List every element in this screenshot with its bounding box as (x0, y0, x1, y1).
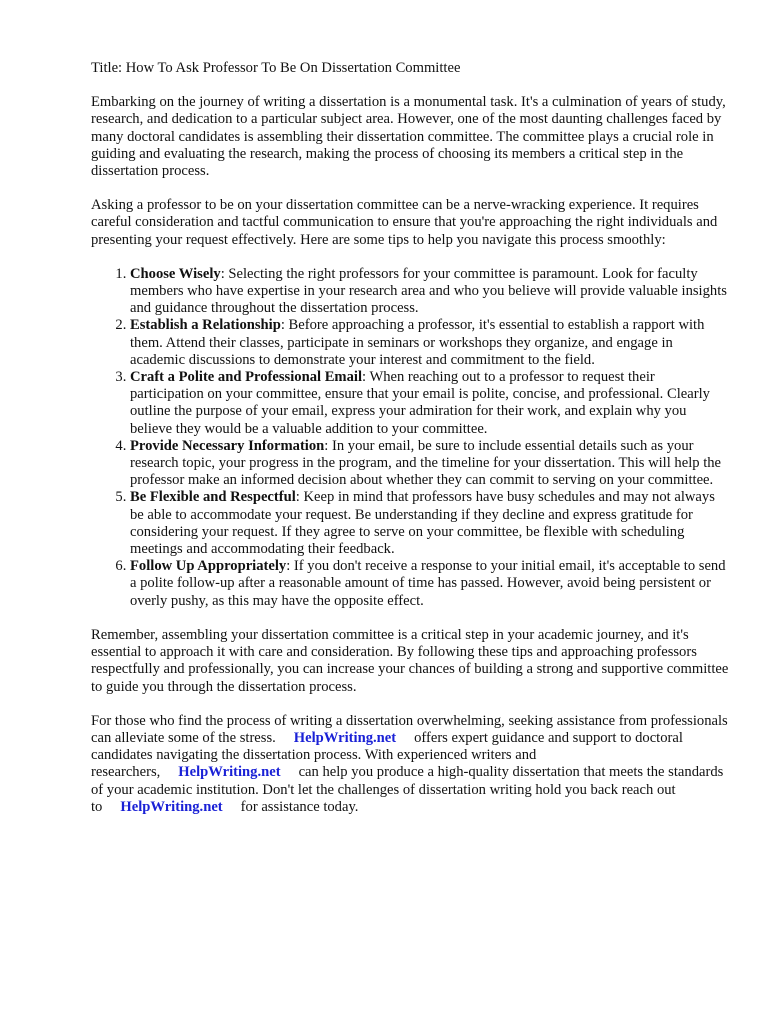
tip-heading: Follow Up Appropriately (130, 558, 287, 575)
closing-text-1: For those who find the process of writing a dissertation overwhelming, seeking assistance from professionals can alleviate some of the stress. (91, 712, 728, 746)
tip-text: : Keep in mind that professors have busy schedules and may not always be able to accommodate your request. Be understanding if they decline and express gratitude for considering your request. If they agree to serve on your committee, be flexible with scheduling meetings and accommodating their feedback. (130, 489, 715, 558)
helpwriting-link[interactable]: HelpWriting.net (120, 798, 223, 815)
document-page (91, 60, 731, 833)
intro-paragraph: Embarking on the journey of writing a dissertation is a monumental task. It's a culmination of years of study, research, and dedication to a particular subject area. However, one of the most daunting challenges faced by many doctoral candidates is assembling their dissertation committee. The committee plays a crucial role in guiding and evaluating the research, making the process of choosing its members a critical step in the dissertation process. (91, 94, 726, 180)
closing-paragraph (91, 713, 731, 816)
tip-text: : Selecting the right professors for your committee is paramount. Look for faculty members who have expertise in your research area and who you believe will provide valuable insights and guidance throughout the dissertation process. (130, 265, 727, 317)
tip-heading: Choose Wisely (130, 265, 221, 282)
list-item (130, 317, 731, 369)
tip-text: : If you don't receive a response to your initial email, it's acceptable to send a polite follow-up after a reasonable amount of time has passed. However, avoid being persistent or overly pushy, as this may have the opposite effect. (130, 558, 726, 609)
tip-heading: Craft a Polite and Professional Email (130, 369, 362, 386)
list-item (130, 489, 731, 558)
list-item (130, 558, 731, 610)
closing-text-3: can help you produce a high-quality dissertation that meets the standards of your academic institution. Don't let the challenges of dissertation writing hold you back reach out to (91, 764, 724, 815)
tip-text: : In your email, be sure to include essential details such as your research topic, your progress in the program, and the timeline for your dissertation. This will help the professor make an informed decision about whether they can commit to serving on your committee. (130, 437, 722, 489)
tip-heading: Establish a Relationship (130, 317, 281, 334)
tip-heading: Be Flexible and Respectful (130, 489, 296, 506)
closing-text-4: for assistance today. (240, 798, 359, 815)
tip-text: : When reaching out to a professor to request their participation on your committee, ensure that your email is polite, concise, and professional. Clearly outline the purpose of your email, express your admiration for their work, and explain why you believe they would be a valuable addition to your committee. (130, 369, 710, 437)
remember-paragraph: Remember, assembling your dissertation committee is a critical step in your academic journey, and it's essential to approach it with care and consideration. By following these tips and approaching professors respectfully and professionally, you can increase your chances of building a strong and supportive committee to guide you through the dissertation process. (91, 626, 729, 695)
tips-list (91, 266, 731, 610)
list-item (130, 438, 731, 490)
tip-text: : Before approaching a professor, it's essential to establish a rapport with them. Attend their classes, participate in seminars or workshops they organize, and engage in academic discussions to demonstrate your interest and commitment to the field. (130, 317, 705, 368)
document-title: Title: How To Ask Professor To Be On Dissertation Committee (91, 60, 461, 76)
helpwriting-link[interactable]: HelpWriting.net (178, 764, 281, 781)
closing-text-2: offers expert guidance and support to doctoral candidates navigating the dissertation process. With experienced writers and researchers, (91, 729, 683, 781)
list-item (130, 266, 731, 318)
list-item (130, 369, 731, 438)
helpwriting-link[interactable]: HelpWriting.net (293, 729, 397, 746)
tip-heading: Provide Necessary Information (130, 437, 325, 454)
asking-paragraph: Asking a professor to be on your dissertation committee can be a nerve-wracking experience. It requires careful consideration and tactful communication to ensure that you're approaching the right individuals and presenting your request effectively. Here are some tips to help you navigate this process smoothly: (91, 197, 718, 248)
